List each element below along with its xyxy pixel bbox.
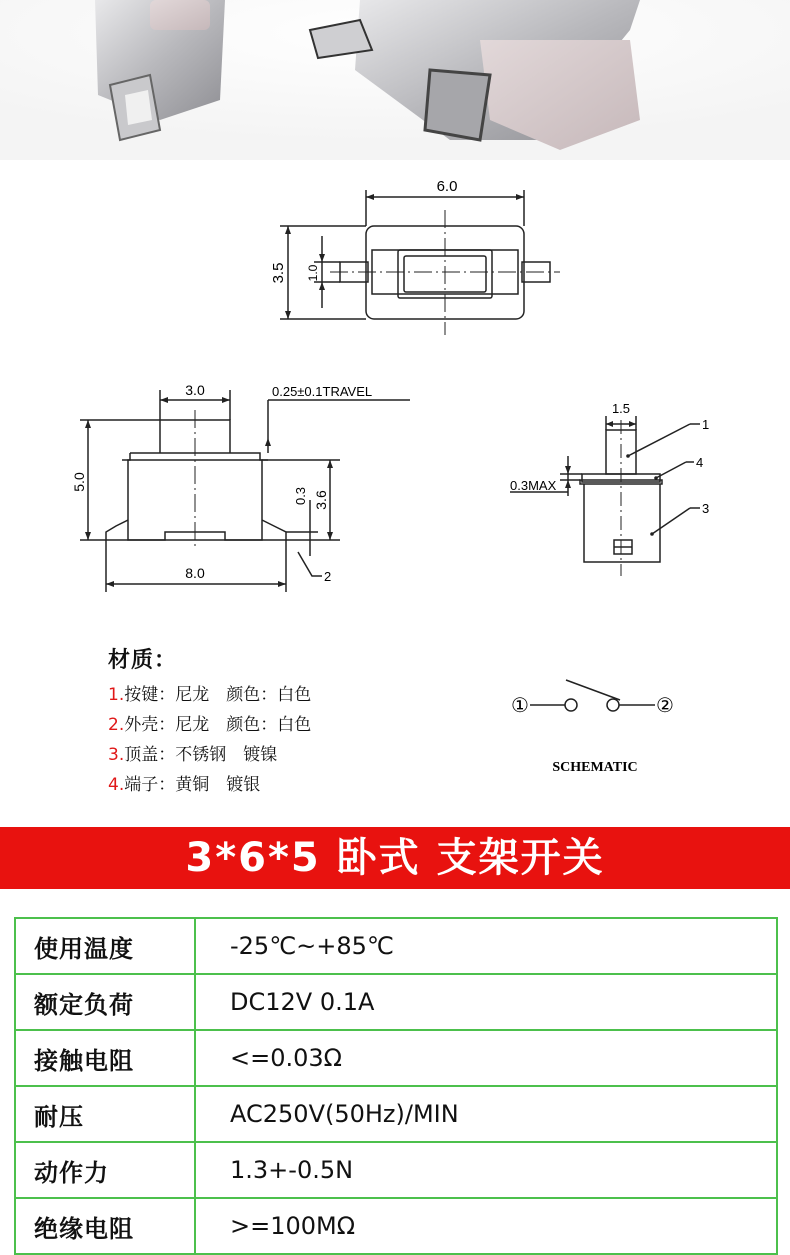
callout-4: 4 xyxy=(696,455,704,470)
spec-value: >=100MΩ xyxy=(195,1198,777,1254)
table-row xyxy=(15,1030,777,1086)
spec-value: <=0.03Ω xyxy=(195,1030,777,1086)
dim-total-width: 8.0 xyxy=(185,565,205,581)
spec-key: 接触电阻 xyxy=(15,1030,195,1086)
spec-key: 绝缘电阻 xyxy=(15,1198,195,1254)
material-number: 3. xyxy=(108,745,125,765)
spec-key: 动作力 xyxy=(15,1142,195,1198)
materials-section xyxy=(108,643,468,800)
callout-2: 2 xyxy=(324,569,332,584)
dim-cap-width: 3.0 xyxy=(185,382,205,398)
dim-height-3-6: 3.6 xyxy=(313,490,329,510)
material-text: 按键：尼龙 颜色：白色 xyxy=(124,685,312,705)
table-row xyxy=(15,1198,777,1254)
material-number: 2. xyxy=(108,715,125,735)
spec-table xyxy=(14,917,778,1255)
table-row xyxy=(15,1086,777,1142)
callout-1: 1 xyxy=(702,417,710,432)
material-item xyxy=(108,710,468,740)
table-row xyxy=(15,918,777,974)
dim-height-top: 3.5 xyxy=(270,262,287,284)
material-number: 1. xyxy=(108,685,125,705)
schematic-label: SCHEMATIC xyxy=(552,760,638,775)
callout-3: 3 xyxy=(702,501,710,516)
contact-left-icon xyxy=(565,699,577,711)
product-photo xyxy=(0,0,790,160)
dim-total-height: 5.0 xyxy=(71,472,87,492)
material-number: 4. xyxy=(108,775,125,795)
spec-key: 额定负荷 xyxy=(15,974,195,1030)
material-text: 外壳：尼龙 颜色：白色 xyxy=(124,715,312,735)
spec-value: DC12V 0.1A xyxy=(195,974,777,1030)
dim-width-top: 6.0 xyxy=(436,178,458,195)
material-item xyxy=(108,740,468,770)
dim-inner-top: 1.0 xyxy=(306,264,320,282)
dim-travel: 0.25±0.1TRAVEL xyxy=(272,384,373,399)
material-text: 端子：黄铜 镀银 xyxy=(124,775,261,795)
dim-stem-width: 1.5 xyxy=(611,401,631,416)
table-row xyxy=(15,974,777,1030)
product-title-banner: 3*6*5 卧式 支架开关 xyxy=(0,827,790,889)
spec-key: 耐压 xyxy=(15,1086,195,1142)
spec-value: 1.3+-0.5N xyxy=(195,1142,777,1198)
dim-max-gap: 0.3MAX xyxy=(510,478,557,493)
spec-key: 使用温度 xyxy=(15,918,195,974)
side-view-drawing xyxy=(0,380,430,610)
spec-value: -25℃~+85℃ xyxy=(195,918,777,974)
material-item xyxy=(108,680,468,710)
front-view-drawing xyxy=(480,400,790,590)
contact-right-icon xyxy=(607,699,619,711)
material-item xyxy=(108,770,468,800)
material-text: 顶盖：不锈钢 镀镍 xyxy=(124,745,278,765)
table-row xyxy=(15,1142,777,1198)
schematic-pin-1: ① xyxy=(511,695,529,717)
spec-value: AC250V(50Hz)/MIN xyxy=(195,1086,777,1142)
switch-schematic xyxy=(500,670,700,790)
dim-height-0-3: 0.3 xyxy=(293,486,308,506)
schematic-pin-2: ② xyxy=(656,695,674,717)
materials-title: 材质： xyxy=(108,648,178,673)
top-view-drawing xyxy=(0,170,790,370)
